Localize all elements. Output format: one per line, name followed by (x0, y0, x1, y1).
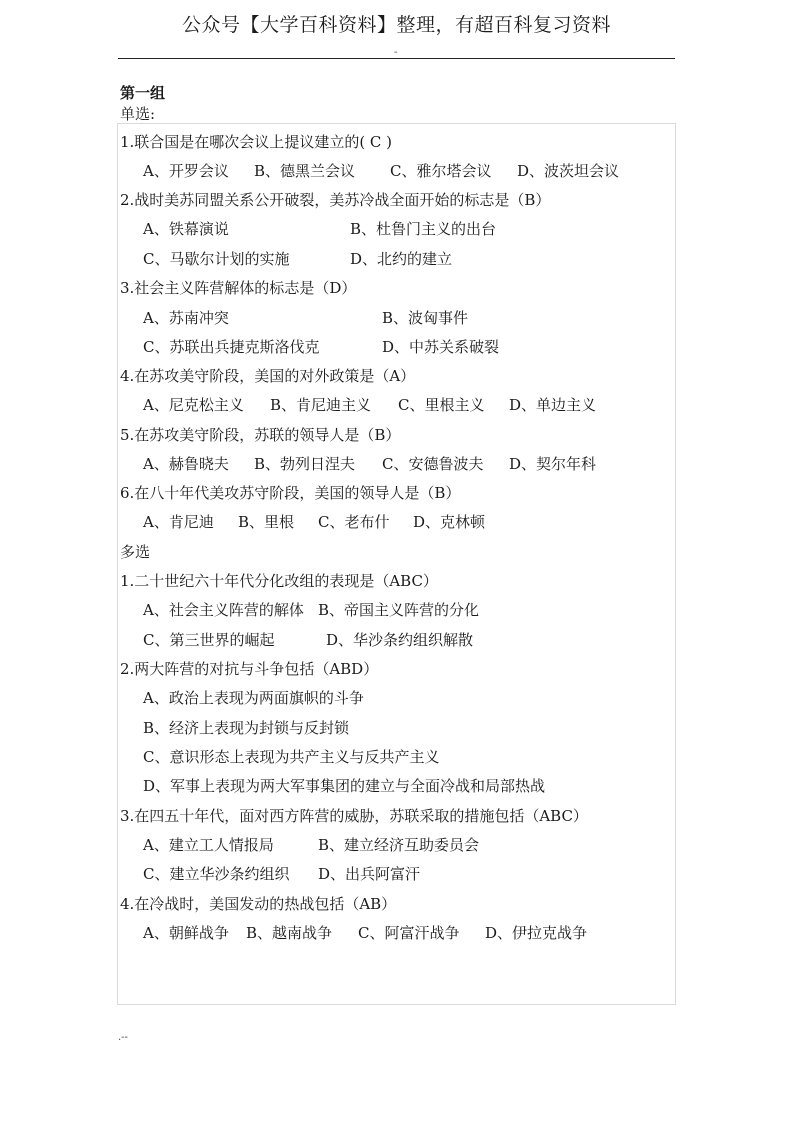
option: B、德黑兰会议 (254, 162, 356, 180)
single-q4-stem: 4.在苏攻美守阶段，美国的对外政策是（A） (120, 367, 416, 385)
option: B、肯尼迪主义 (270, 396, 372, 414)
option: A、社会主义阵营的解体 (143, 601, 304, 619)
option: B、里根 (238, 513, 295, 531)
single-choice-label: 单选: (120, 105, 156, 123)
header-divider (118, 58, 675, 59)
multi-q2-option-d: D、军事上表现为两大军事集团的建立与全面冷战和局部热战 (143, 777, 546, 795)
option: B、建立经济互助委员会 (318, 836, 480, 854)
option: B、杜鲁门主义的出台 (350, 220, 497, 238)
option: A、建立工人情报局 (143, 836, 274, 854)
single-q2-stem: 2.战时美苏同盟关系公开破裂，美苏冷战全面开始的标志是（B） (120, 191, 551, 209)
group-title: 第一组 (120, 84, 166, 102)
option: D、出兵阿富汗 (318, 865, 421, 883)
option: A、苏南冲突 (143, 309, 229, 327)
multi-q4-stem: 4.在冷战时，美国发动的热战包括（AB） (120, 895, 397, 913)
option: D、波茨坦会议 (517, 162, 620, 180)
page-footer-mark: .-- (118, 1032, 128, 1043)
option: C、雅尔塔会议 (390, 162, 492, 180)
option: C、建立华沙条约组织 (143, 865, 290, 883)
option: A、尼克松主义 (143, 396, 244, 414)
option: D、中苏关系破裂 (382, 338, 500, 356)
multi-q1-stem: 1.二十世纪六十年代分化改组的表现是（ABC） (120, 572, 438, 590)
single-q1-stem: 1.联合国是在哪次会议上提议建立的( C ) (120, 133, 393, 151)
option: C、第三世界的崛起 (143, 631, 275, 649)
option: D、契尔年科 (509, 455, 597, 473)
multi-q3-stem: 3.在四五十年代，面对西方阵营的威胁，苏联采取的措施包括（ABC） (120, 807, 588, 825)
option: A、铁幕演说 (143, 220, 229, 238)
option: D、伊拉克战争 (485, 924, 588, 942)
multi-q2-option-c: C、意识形态上表现为共产主义与反共产主义 (143, 748, 440, 766)
option: D、华沙条约组织解散 (326, 631, 474, 649)
option: C、安德鲁波夫 (382, 455, 484, 473)
option: C、老布什 (318, 513, 390, 531)
page-header-title: 公众号【大学百科资料】整理，有超百科复习资料 (181, 14, 611, 36)
option: A、开罗会议 (143, 162, 229, 180)
header-rule-mark: - (394, 47, 398, 58)
single-q6-stem: 6.在八十年代美攻苏守阶段，美国的领导人是（B） (120, 484, 461, 502)
option: B、波匈事件 (382, 309, 469, 327)
option: A、朝鲜战争 (143, 924, 229, 942)
option: C、马歇尔计划的实施 (143, 250, 290, 268)
option: C、里根主义 (398, 396, 485, 414)
multi-q2-option-a: A、政治上表现为两面旗帜的斗争 (143, 689, 364, 707)
option: C、阿富汗战争 (358, 924, 460, 942)
option: A、赫鲁晓夫 (143, 455, 229, 473)
option: A、肯尼迪 (143, 513, 214, 531)
single-q5-stem: 5.在苏攻美守阶段，苏联的领导人是（B） (120, 426, 401, 444)
multi-q2-stem: 2.两大阵营的对抗与斗争包括（ABD） (120, 660, 379, 678)
single-q3-stem: 3.社会主义阵营解体的标志是（D） (120, 279, 357, 297)
multi-choice-label: 多选 (120, 543, 151, 561)
option: C、苏联出兵捷克斯洛伐克 (143, 338, 320, 356)
option: D、单边主义 (509, 396, 597, 414)
option: B、勃列日涅夫 (254, 455, 356, 473)
option: D、北约的建立 (350, 250, 453, 268)
option: D、克林顿 (413, 513, 486, 531)
option: B、越南战争 (246, 924, 333, 942)
option: B、帝国主义阵营的分化 (318, 601, 480, 619)
multi-q2-option-b: B、经济上表现为封锁与反封锁 (143, 719, 350, 737)
